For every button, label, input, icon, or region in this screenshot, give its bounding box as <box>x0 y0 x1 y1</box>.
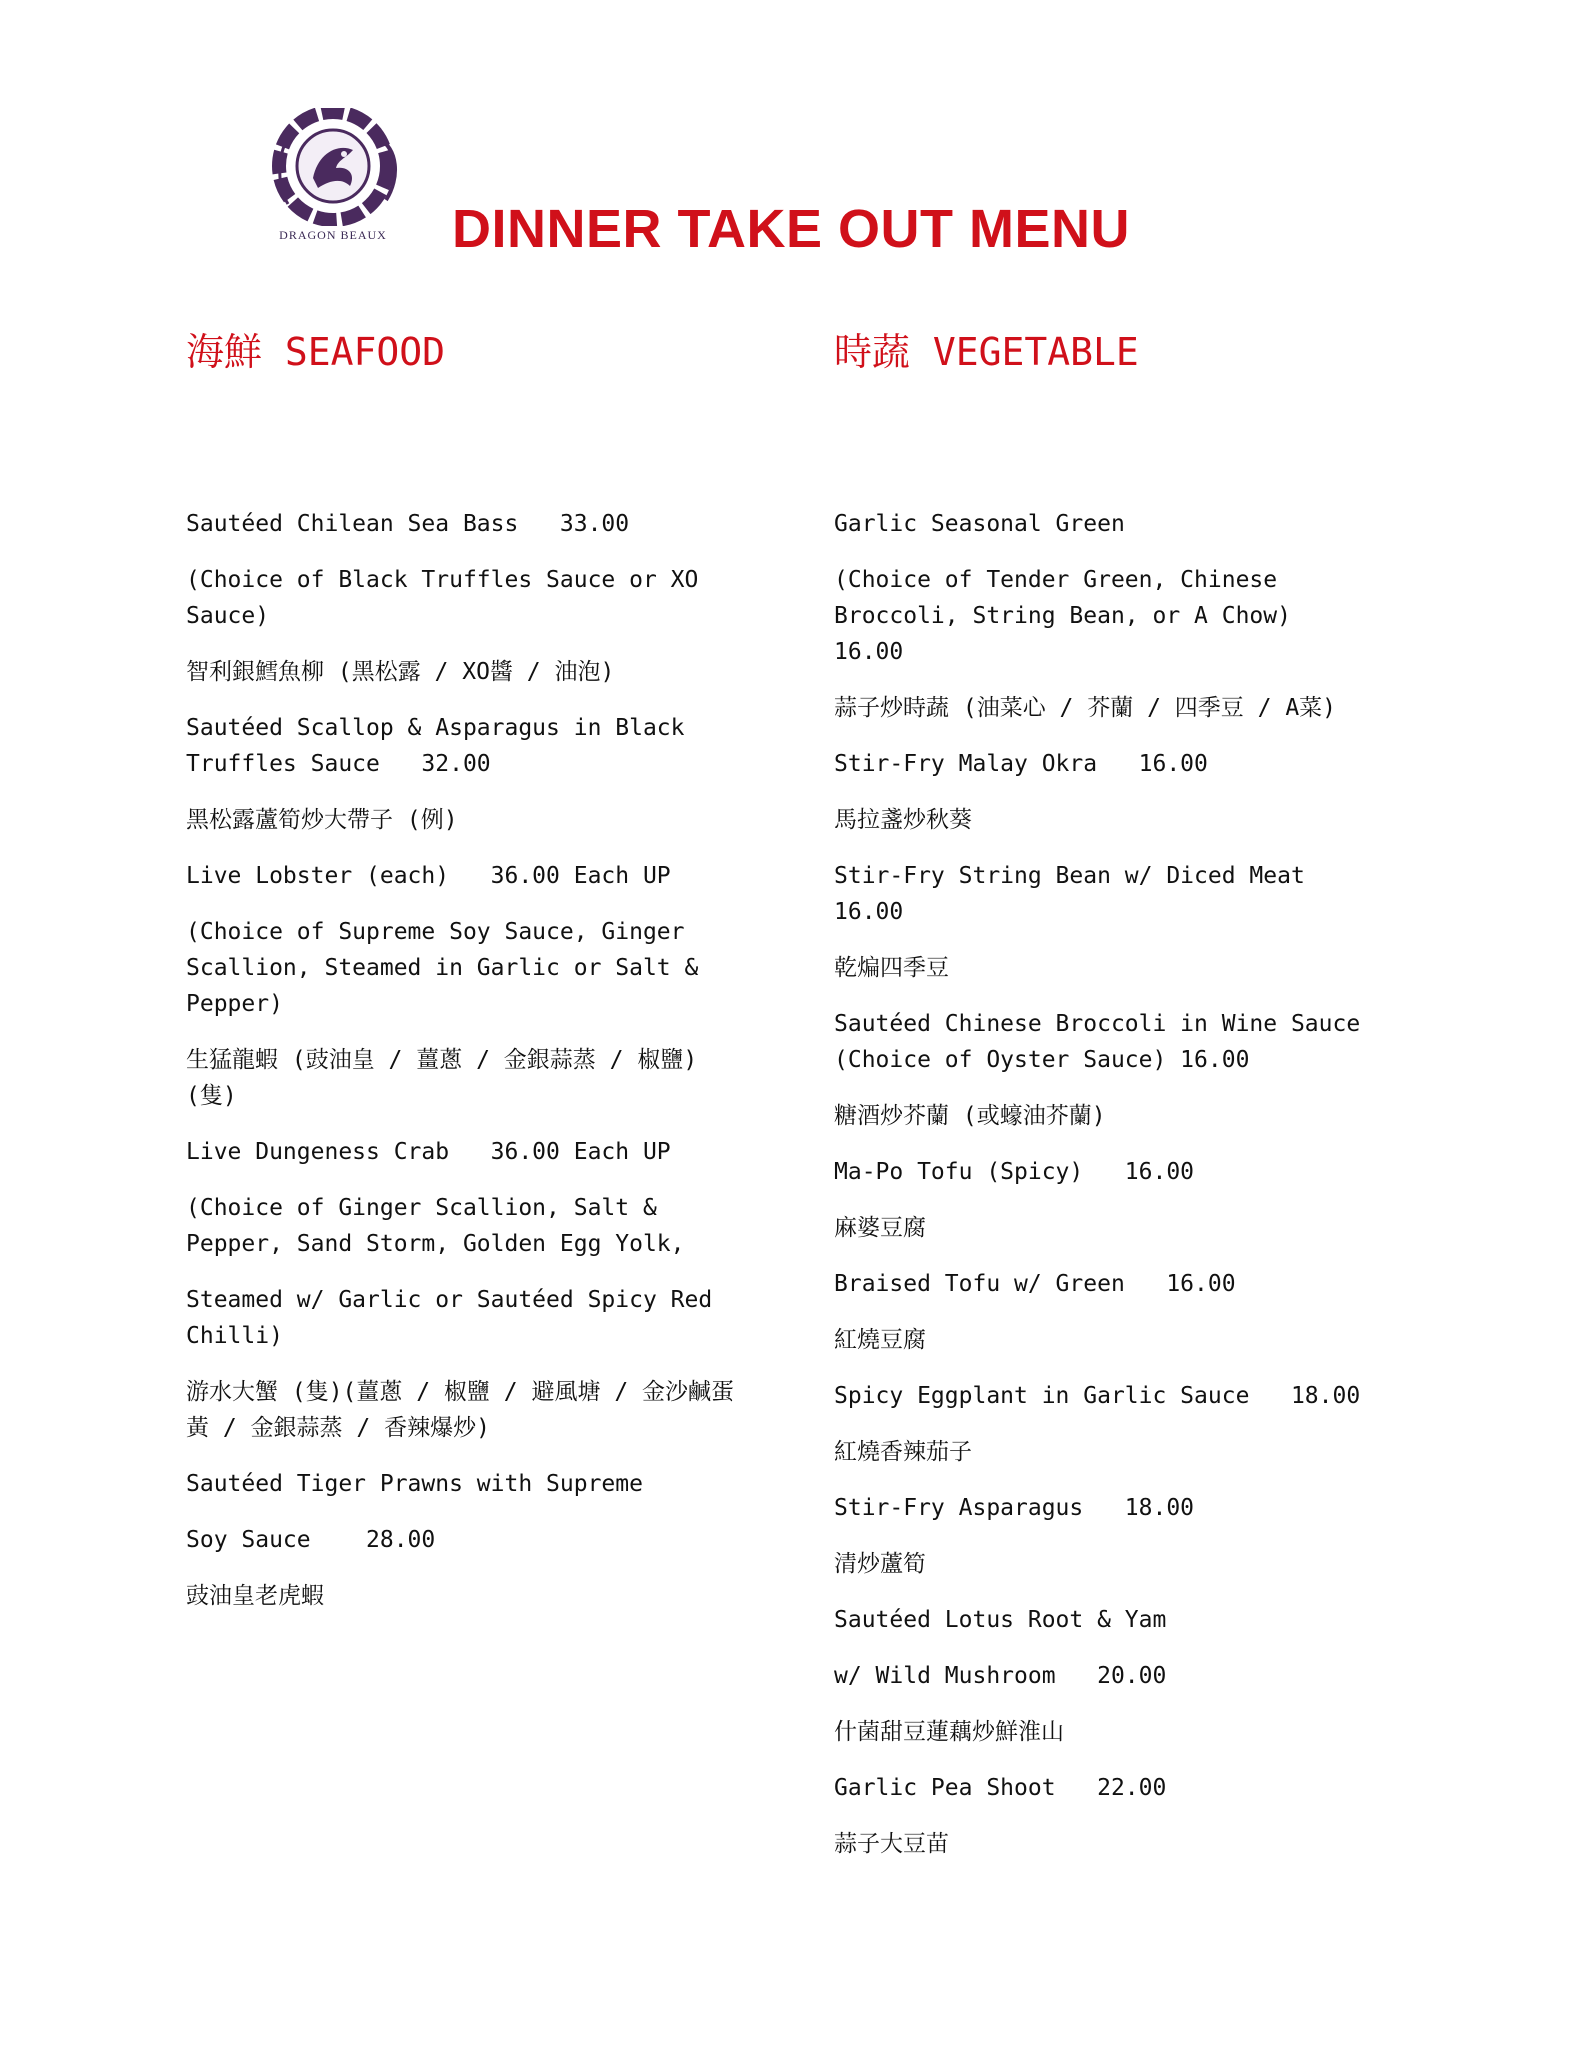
menu-item: 乾煸四季豆 <box>834 955 949 981</box>
menu-item: 麻婆豆腐 <box>834 1215 926 1241</box>
menu-item: Sautéed Tiger Prawns with Supreme <box>186 1471 643 1497</box>
vegetable-items <box>834 506 1394 1862</box>
menu-item: 紅燒豆腐 <box>834 1327 926 1353</box>
menu-item: 什菌甜豆蓮藕炒鮮淮山 <box>834 1719 1064 1745</box>
page-title: DINNER TAKE OUT MENU <box>452 199 1130 259</box>
menu-item: 紅燒香辣茄子 <box>834 1439 972 1465</box>
menu-item: Garlic Pea Shoot 22.00 <box>834 1775 1167 1801</box>
menu-item: Stir-Fry String Bean w/ Diced Meat 16.00 <box>834 863 1347 925</box>
menu-item: Live Lobster (each) 36.00 Each UP <box>186 863 671 889</box>
menu-item: (Choice of Tender Green, Chinese Broccoli, String Bean, or A Chow) 16.00 <box>834 567 1333 665</box>
menu-item: 游水大蟹 (隻)(薑蔥 / 椒鹽 / 避風塘 / 金沙鹹蛋黃 / 金銀蒜蒸 / 香辣爆炒) <box>186 1379 735 1441</box>
menu-item: Stir-Fry Asparagus 18.00 <box>834 1495 1195 1521</box>
menu-item: Ma-Po Tofu (Spicy) 16.00 <box>834 1159 1195 1185</box>
menu-item: (Choice of Black Truffles Sauce or XO Sauce) <box>186 567 713 629</box>
menu-item: Braised Tofu w/ Green 16.00 <box>834 1271 1236 1297</box>
menu-item: 蒜子大豆苗 <box>834 1831 949 1857</box>
menu-item: Sautéed Chinese Broccoli in Wine Sauce (Choice of Oyster Sauce) 16.00 <box>834 1011 1375 1073</box>
menu-item: 生猛龍蝦 (豉油皇 / 薑蔥 / 金銀蒜蒸 / 椒鹽)(隻) <box>186 1047 698 1109</box>
vegetable-section <box>834 322 1394 1882</box>
menu-item: (Choice of Supreme Soy Sauce, Ginger Scallion, Steamed in Garlic or Salt & Pepper) <box>186 919 713 1017</box>
seafood-heading: 海鮮 SEAFOOD <box>186 330 446 374</box>
logo-text: DRAGON BEAUX <box>279 228 387 242</box>
menu-item: Live Dungeness Crab 36.00 Each UP <box>186 1139 671 1165</box>
menu-item: 豉油皇老虎蝦 <box>186 1583 324 1609</box>
menu-item: Spicy Eggplant in Garlic Sauce 18.00 <box>834 1383 1361 1409</box>
menu-item: Soy Sauce 28.00 <box>186 1527 436 1553</box>
menu-item: 黑松露蘆筍炒大帶子 (例) <box>186 807 458 833</box>
menu-item: Sautéed Scallop & Asparagus in Black Truffles Sauce 32.00 <box>186 715 699 777</box>
menu-item: Stir-Fry Malay Okra 16.00 <box>834 751 1208 777</box>
menu-item: w/ Wild Mushroom 20.00 <box>834 1663 1167 1689</box>
menu-item: Steamed w/ Garlic or Sautéed Spicy Red Chilli) <box>186 1287 727 1349</box>
menu-item: Sautéed Chilean Sea Bass 33.00 <box>186 511 630 537</box>
menu-item: 智利銀鱈魚柳 (黑松露 / XO醬 / 油泡) <box>186 659 615 685</box>
menu-item: Garlic Seasonal Green <box>834 511 1125 537</box>
menu-item: Sautéed Lotus Root & Yam <box>834 1607 1167 1633</box>
menu-item: (Choice of Ginger Scallion, Salt & Pepper, Sand Storm, Golden Egg Yolk, <box>186 1195 685 1257</box>
menu-item: 馬拉盞炒秋葵 <box>834 807 972 833</box>
seafood-section <box>186 322 746 1634</box>
seafood-items <box>186 506 746 1614</box>
menu-item: 糖酒炒芥蘭 (或蠔油芥蘭) <box>834 1103 1106 1129</box>
vegetable-heading: 時蔬 VEGETABLE <box>834 330 1139 374</box>
menu-item: 蒜子炒時蔬 (油菜心 / 芥蘭 / 四季豆 / A菜) <box>834 695 1337 721</box>
menu-item: 清炒蘆筍 <box>834 1551 926 1577</box>
